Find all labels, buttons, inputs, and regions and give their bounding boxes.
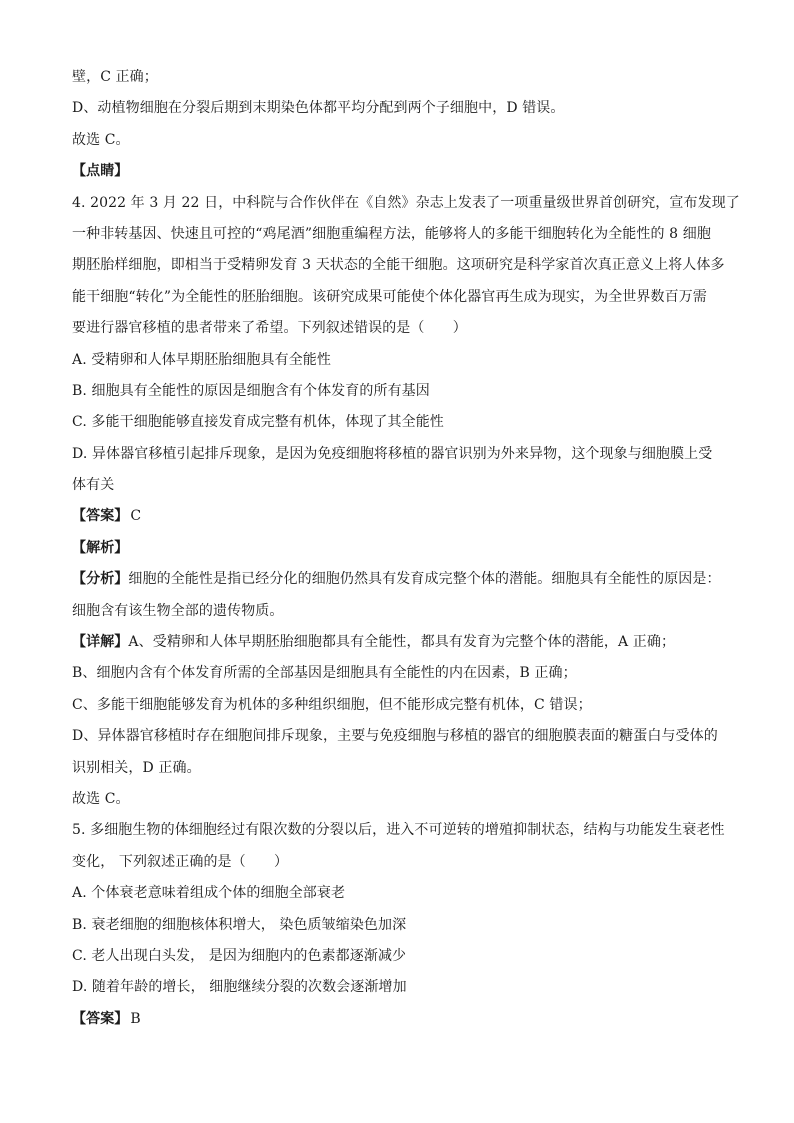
- q4-stem-line-5: 要进行器官移植的患者带来了希望。下列叙述错误的是（ ）: [72, 320, 467, 337]
- q5-option-a: A. 个体衰老意味着组成个体的细胞全部衰老: [72, 885, 346, 902]
- q5-stem-line-1: 5. 多细胞生物的体细胞经过有限次数的分裂以后，进入不可逆转的增殖抑制状态，结构与功能发生衰老性: [72, 822, 725, 839]
- prev-option-d-analysis: D、动植物细胞在分裂后期到末期染色体都平均分配到两个子细胞中，D 错误。: [72, 100, 565, 117]
- q5-option-d: D. 随着年龄的增长， 细胞继续分裂的次数会逐渐增加: [72, 979, 407, 996]
- q4-xiangjie-d-line-2: 识别相关，D 正确。: [72, 759, 201, 776]
- q4-option-d-line-1: D. 异体器官移植引起排斥现象，是因为免疫细胞将移植的器官识别为外来异物，这个现象与细胞膜上受: [72, 445, 713, 462]
- q4-stem-line-1: 4. 2022 年 3 月 22 日，中科院与合作伙伴在《自然》杂志上发表了一项重量级世界首创研究，宣布发现了: [72, 194, 740, 211]
- fenxi-tag: 【分析】: [72, 571, 129, 588]
- q4-answer-value: C: [130, 508, 142, 525]
- xiangjie-tag: 【详解】: [72, 634, 129, 651]
- fenxi-text: 细胞的全能性是指已经分化的细胞仍然具有发育成完整个体的潜能。细胞具有全能性的原因是：: [128, 571, 721, 588]
- dianjing-heading: 【点睛】: [72, 163, 129, 180]
- q4-option-b: B. 细胞具有全能性的原因是细胞含有个体发育的所有基因: [72, 382, 430, 399]
- q4-stem-line-3: 期胚胎样细胞，即相当于受精卵发育 3 天状态的全能干细胞。这项研究是科学家首次真正意义上将人体多: [72, 257, 725, 274]
- q4-jiexi-heading: 【解析】: [72, 539, 129, 556]
- q4-xiangjie-c: C、多能干细胞能够发育为机体的多种组织细胞，但不能形成完整有机体，C 错误；: [72, 696, 592, 713]
- q4-option-c: C. 多能干细胞能够直接发育成完整有机体，体现了其全能性: [72, 414, 444, 431]
- q4-xiangjie-b: B、细胞内含有个体发育所需的全部基因是细胞具有全能性的内在因素，B 正确；: [72, 665, 577, 682]
- q4-stem-line-4: 能干细胞“转化”为全能性的胚胎细胞。该研究成果可能使个体化器官再生成为现实，为全世界数百万需: [72, 288, 707, 305]
- q4-fenxi-line-2: 细胞含有该生物全部的遗传物质。: [72, 602, 284, 619]
- q5-option-c: C. 老人出现白头发， 是因为细胞内的色素都逐渐减少: [72, 947, 407, 964]
- prev-c-tail: 壁，C 正确；: [72, 69, 158, 85]
- q5-stem-line-2: 变化， 下列叙述正确的是（ ）: [72, 853, 289, 870]
- q4-option-a: A. 受精卵和人体早期胚胎细胞具有全能性: [72, 351, 332, 368]
- q4-xiangjie-a: [72, 627, 722, 658]
- q4-xiangjie-d-line-1: D、异体器官移植时存在细胞间排斥现象，主要与免疫细胞与移植的器官的细胞膜表面的糖蛋白与受体的: [72, 728, 718, 745]
- q4-option-d-line-2: 体有关: [72, 477, 115, 494]
- prev-choose-line: 故选 C。: [72, 131, 130, 148]
- q4-fenxi-line-1: [72, 564, 722, 595]
- answer-tag: 【答案】: [72, 508, 129, 525]
- q5-option-b: B. 衰老细胞的细胞核体积增大， 染色质皱缩染色加深: [72, 916, 407, 933]
- q4-answer-line: [72, 501, 722, 532]
- answer-tag: 【答案】: [72, 1010, 129, 1027]
- xiangjie-a-text: A、受精卵和人体早期胚胎细胞都具有全能性，都具有发育为完整个体的潜能，A 正确；: [128, 634, 676, 651]
- document-page: [72, 62, 740, 1035]
- q4-choose-line: 故选 C。: [72, 790, 130, 807]
- q5-answer-value: B: [130, 1010, 141, 1027]
- q5-answer-line: [72, 1004, 722, 1035]
- q4-stem-line-2: 一种非转基因、快速且可控的“鸡尾酒”细胞重编程方法，能够将人的多能干细胞转化为全能性的 8 细胞: [72, 225, 711, 242]
